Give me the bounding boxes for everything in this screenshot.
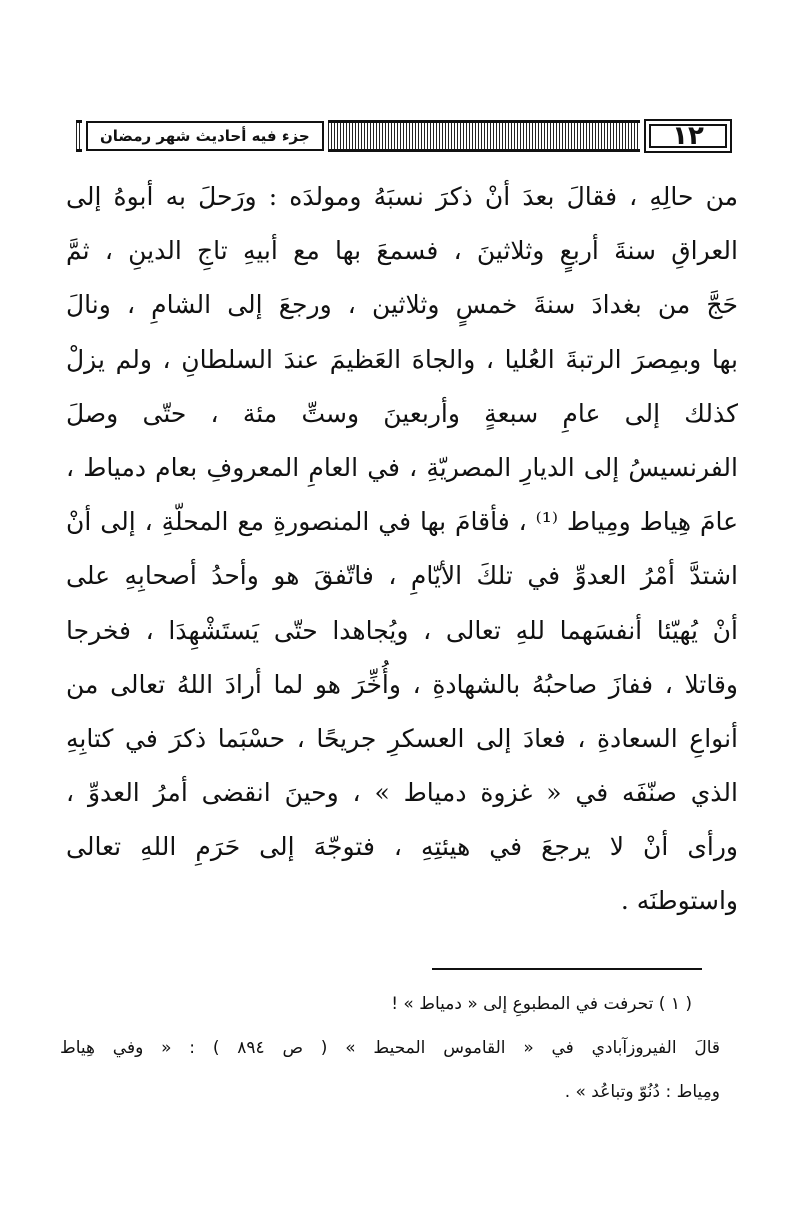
running-title: جزء فيه أحاديث شهر رمضان <box>86 121 324 151</box>
footnote-1-detail: قالَ الفيروزآبادي في « القاموس المحيط » ( ص ٨٩٤ ) : « وفي هِياط <box>60 1038 721 1058</box>
text-line: كذلك إلى عامِ سبعةٍ وأربعينَ وستِّ مئة ، حتّى وصلَ <box>66 398 738 428</box>
text-line: واستوطنَه . <box>620 886 738 916</box>
text-line: اشتدَّ أمْرُ العدوِّ في تلكَ الأيّامِ ، فاتّفقَ هو وأحدُ أصحابِهِ على <box>66 561 738 591</box>
text-line: من حالِهِ ، فقالَ بعدَ أنْ ذكرَ نسبَهُ ومولدَه : ورَحلَ به أبوهُ إلى <box>66 182 738 211</box>
main-text <box>66 170 738 929</box>
footnotes <box>60 982 720 1114</box>
text-line: وقاتلا ، ففازَ صاحبُهُ بالشهادةِ ، وأُخِّرَ هو لما أرادَ اللهُ تعالى من <box>66 669 738 699</box>
footnote-1: ( ١ ) تحرفت في المطبوعِ إلى « دمياط » ! <box>391 994 692 1014</box>
text-line: حَجَّ من بغدادَ سنةَ خمسٍ وثلاثين ، ورجعَ إلى الشامِ ، ونالَ <box>66 290 738 320</box>
footnote-1-detail-cont: ومِياط : دُنُوّ وتباعُد » . <box>564 1082 720 1102</box>
text-line: الفرنسيسُ إلى الديارِ المصريّةِ ، في العامِ المعروفِ بعام دمياط ، <box>66 452 738 482</box>
text-line: أنواعِ السعادةِ ، فعادَ إلى العسكرِ جريحًا ، حسْبَما ذكرَ في كتابِهِ <box>66 723 738 753</box>
text-line: بها وبمِصرَ الرتبةَ العُليا ، والجاهَ العَظيمَ عندَ السلطانِ ، ولم يزلْ <box>66 344 738 374</box>
page-header <box>72 118 732 154</box>
header-ornament-bar-end <box>76 120 82 152</box>
text-line: أنْ يُهيّئا أنفسَهما للهِ تعالى ، ويُجاهدا حتّى يَستَشْهِدَا ، فخرجا <box>66 615 738 645</box>
header-ornament-bar <box>328 120 640 152</box>
text-line: الذي صنّفَه في « غزوة دمياط » ، وحينَ انقضى أمرُ العدوِّ ، <box>66 778 738 808</box>
text-line: العراقِ سنةَ أربعٍ وثلاثينَ ، فسمعَ بها مع أبيهِ تاجِ الدينِ ، ثمَّ <box>66 236 738 266</box>
footnote-separator <box>432 968 702 970</box>
text-line: ورأى أنْ لا يرجعَ في هيئتِهِ ، فتوجّهَ إلى حَرَمِ اللهِ تعالى <box>66 832 738 862</box>
page-number: ١٢ <box>644 119 732 153</box>
text-line: عامَ هِياط ومِياط ⁽¹⁾ ، فأقامَ بها في المنصورةِ مع المحلّةِ ، إلى أنْ <box>66 507 738 537</box>
